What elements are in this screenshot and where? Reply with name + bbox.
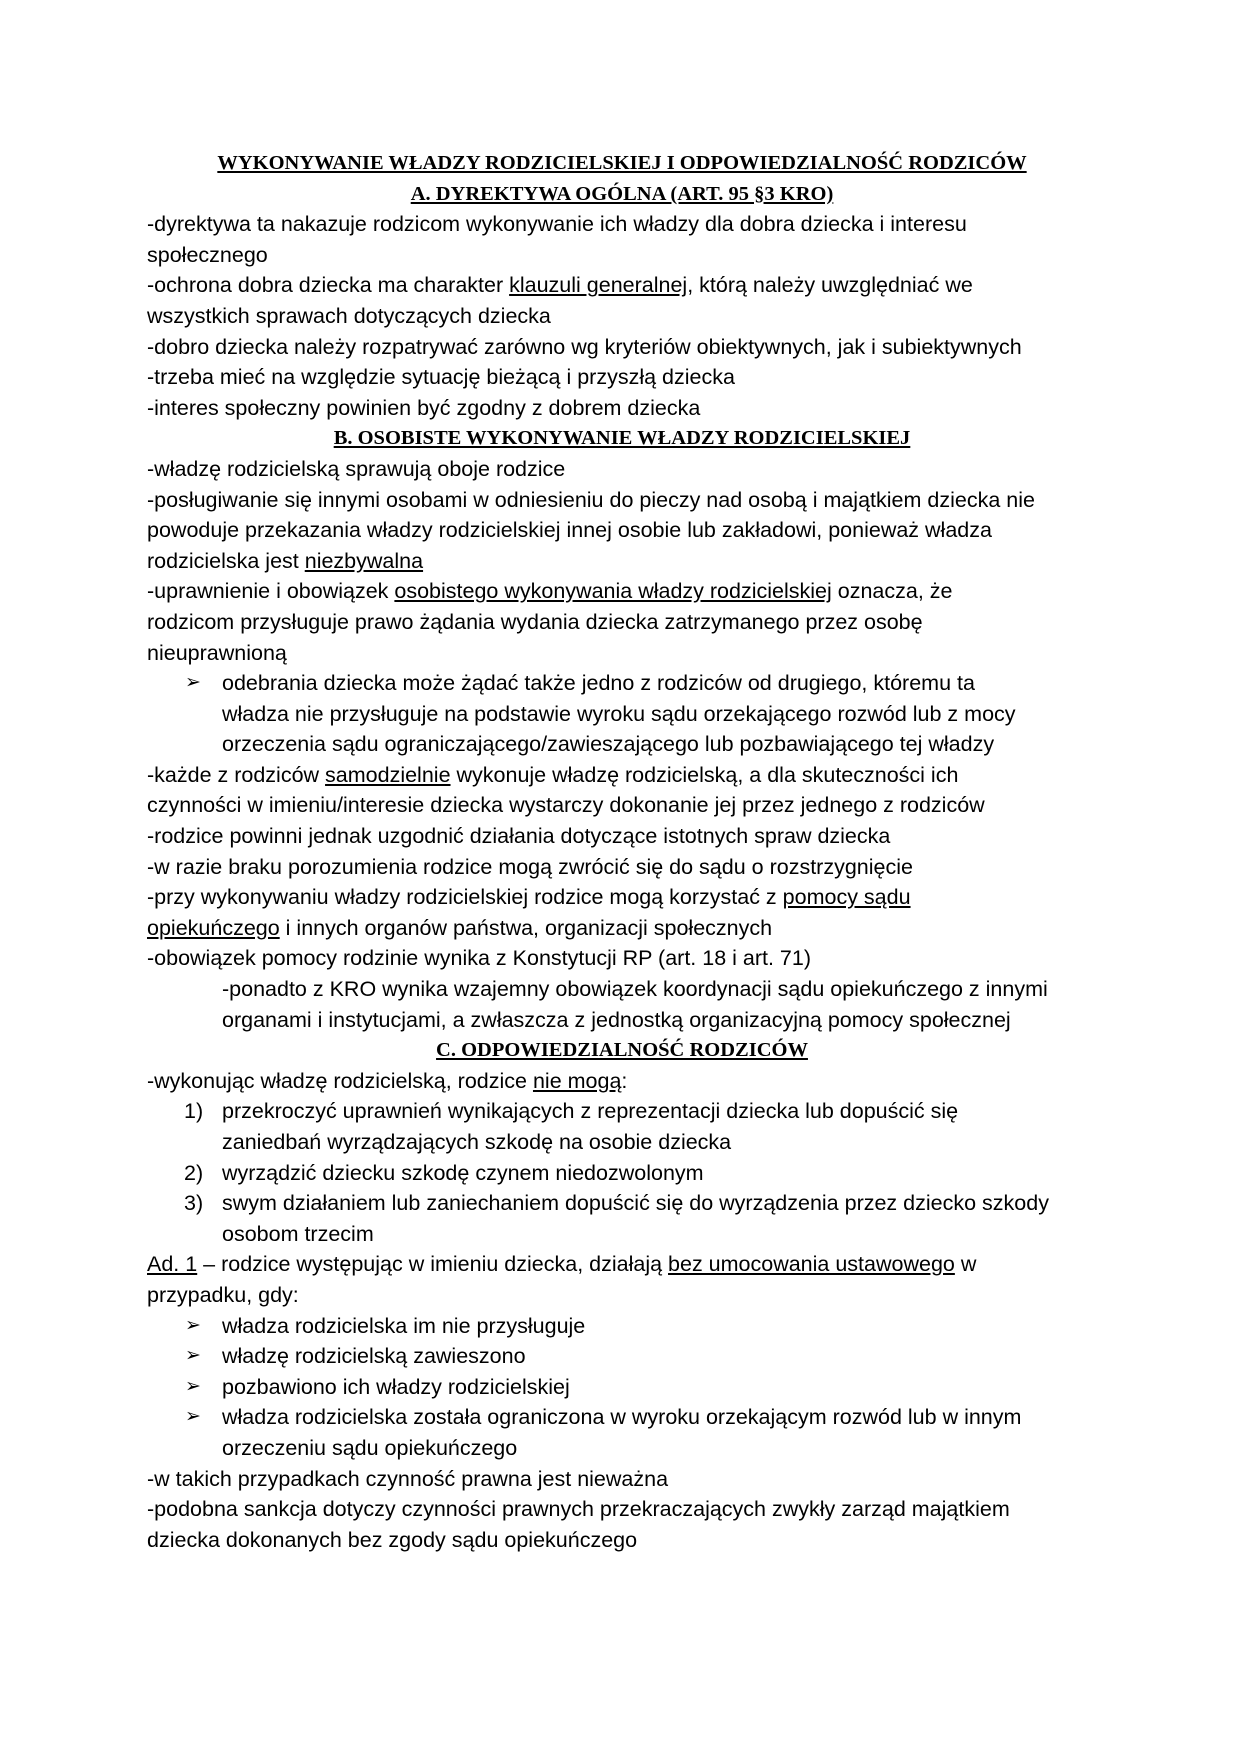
paragraph-line: -dobro dziecka należy rozpatrywać zarówno wg kryteriów obiektywnych, jak i subiektywnych bbox=[147, 334, 1022, 359]
numbered-item-continuation: osobom trzecim bbox=[222, 1221, 374, 1246]
bullet-item: ➢ władza rodzicielska im nie przysługuje bbox=[147, 1311, 1097, 1342]
bullet-item-continuation: orzeczeniu sądu opiekuńczego bbox=[222, 1435, 518, 1460]
bullet-item: ➢ władzę rodzicielską zawieszono bbox=[147, 1341, 1097, 1372]
numbered-item: 1) przekroczyć uprawnień wynikających z reprezentacji dziecka lub dopuścić się bbox=[147, 1096, 1097, 1127]
numbered-item: 2) wyrządzić dziecku szkodę czynem niedozwolonym bbox=[147, 1158, 1097, 1189]
bullet-item: ➢ pozbawiono ich władzy rodzicielskiej bbox=[147, 1372, 1097, 1403]
numbered-item: 3) swym działaniem lub zaniechaniem dopuścić się do wyrządzenia przez dziecko szkody bbox=[147, 1188, 1097, 1219]
paragraph-line: -władzę rodzicielską sprawują oboje rodzice bbox=[147, 456, 566, 481]
underlined-term: opiekuńczego bbox=[147, 915, 280, 940]
paragraph-line: -interes społeczny powinien być zgodny z dobrem dziecka bbox=[147, 395, 701, 420]
paragraph-line: czynności w imieniu/interesie dziecka wystarczy dokonanie jej przez jednego z rodziców bbox=[147, 793, 985, 818]
indented-line: -ponadto z KRO wynika wzajemny obowiązek koordynacji sądu opiekuńczego z innymi bbox=[222, 977, 1048, 1002]
item-number: 2) bbox=[184, 1160, 204, 1185]
paragraph-line: -ochrona dobra dziecka ma charakter klauzuli generalnej, którą należy uwzględniać we bbox=[147, 273, 973, 298]
underlined-term: klauzuli generalnej bbox=[509, 273, 688, 298]
underlined-term: samodzielnie bbox=[325, 762, 451, 787]
underlined-term: bez umocowania ustawowego bbox=[668, 1252, 955, 1277]
bullet-item: ➢ władza rodzicielska została ograniczona w wyroku orzekającym rozwód lub w innym bbox=[147, 1402, 1097, 1433]
paragraph-line: nieuprawnioną bbox=[147, 640, 287, 665]
item-number: 3) bbox=[184, 1191, 204, 1216]
paragraph-line: wszystkich sprawach dotyczących dziecka bbox=[147, 303, 551, 328]
arrow-bullet-icon: ➢ bbox=[185, 672, 201, 694]
paragraph-line: -uprawnienie i obowiązek osobistego wykonywania władzy rodzicielskiej oznacza, że bbox=[147, 579, 953, 604]
paragraph-line: -w takich przypadkach czynność prawna jest nieważna bbox=[147, 1466, 669, 1491]
paragraph-line: -rodzice powinni jednak uzgodnić działania dotyczące istotnych spraw dziecka bbox=[147, 824, 891, 849]
bullet-item-continuation: orzeczenia sądu ograniczającego/zawieszającego lub pozbawiającego tej władzy bbox=[222, 732, 995, 757]
underlined-term: osobistego wykonywania władzy rodzicielskiej bbox=[394, 579, 832, 604]
paragraph-line: -w razie braku porozumienia rodzice mogą zwrócić się do sądu o rozstrzygnięcie bbox=[147, 854, 913, 879]
numbered-item-continuation: zaniedbań wyrządzających szkodę na osobie dziecka bbox=[222, 1130, 732, 1154]
item-number: 1) bbox=[184, 1099, 204, 1124]
underlined-term: niezbywalna bbox=[304, 548, 424, 573]
document-page bbox=[147, 148, 1097, 1555]
indented-line: organami i instytucjami, a zwłaszcza z jednostką organizacyjną pomocy społecznej bbox=[222, 1007, 1011, 1032]
document-title: WYKONYWANIE WŁADZY RODZICIELSKIEJ I ODPOWIEDZIALNOŚĆ RODZICÓW bbox=[217, 152, 1027, 174]
paragraph-line: -wykonując władzę rodzicielską, rodzice nie mogą: bbox=[147, 1068, 628, 1093]
bullet-item: ➢ odebrania dziecka może żądać także jedno z rodziców od drugiego, któremu ta bbox=[147, 668, 1097, 699]
paragraph-line: Ad. 1 – rodzice występując w imieniu dziecka, działają bez umocowania ustawowego w bbox=[147, 1252, 977, 1277]
paragraph-line: -przy wykonywaniu władzy rodzicielskiej rodzice mogą korzystać z pomocy sądu bbox=[147, 885, 911, 910]
paragraph-line: powoduje przekazania władzy rodzicielskiej innej osobie lub zakładowi, ponieważ władza bbox=[147, 518, 992, 543]
underlined-term: nie mogą bbox=[532, 1068, 622, 1093]
section-c-heading: C. ODPOWIEDZIALNOŚĆ RODZICÓW bbox=[436, 1039, 808, 1062]
paragraph-line: społecznego bbox=[147, 242, 268, 267]
arrow-bullet-icon: ➢ bbox=[185, 1345, 201, 1367]
arrow-bullet-icon: ➢ bbox=[185, 1314, 201, 1336]
paragraph-line: -dyrektywa ta nakazuje rodzicom wykonywanie ich władzy dla dobra dziecka i interesu bbox=[147, 212, 967, 237]
paragraph-line: opiekuńczego i innych organów państwa, organizacji społecznych bbox=[147, 915, 773, 940]
paragraph-line: -każde z rodziców samodzielnie wykonuje władzę rodzicielską, a dla skuteczności ich bbox=[147, 762, 959, 787]
arrow-bullet-icon: ➢ bbox=[185, 1406, 201, 1428]
paragraph-line: rodzicom przysługuje prawo żądania wydania dziecka zatrzymanego przez osobę bbox=[147, 609, 923, 634]
underlined-term: Ad. 1 bbox=[147, 1252, 198, 1277]
paragraph-line: -trzeba mieć na względzie sytuację bieżącą i przyszłą dziecka bbox=[147, 365, 735, 390]
paragraph-line: dziecka dokonanych bez zgody sądu opiekuńczego bbox=[147, 1527, 638, 1552]
paragraph-line: -posługiwanie się innymi osobami w odniesieniu do pieczy nad osobą i majątkiem dziecka nie bbox=[147, 487, 1035, 512]
arrow-bullet-icon: ➢ bbox=[185, 1375, 201, 1397]
paragraph-line: rodzicielska jest niezbywalna bbox=[147, 548, 424, 573]
bullet-item-continuation: władza nie przysługuje na podstawie wyroku sądu orzekającego rozwód lub z mocy bbox=[222, 701, 1016, 726]
section-b-heading: B. OSOBISTE WYKONYWANIE WŁADZY RODZICIELSKIEJ bbox=[333, 427, 911, 450]
paragraph-line: -obowiązek pomocy rodzinie wynika z Konstytucji RP (art. 18 i art. 71) bbox=[147, 946, 811, 971]
paragraph-line: -podobna sankcja dotyczy czynności prawnych przekraczających zwykły zarząd majątkiem bbox=[147, 1497, 1010, 1522]
underlined-term: pomocy sądu bbox=[782, 885, 911, 910]
section-a-heading: A. DYREKTYWA OGÓLNA (ART. 95 §3 KRO) bbox=[410, 182, 834, 205]
paragraph-line: przypadku, gdy: bbox=[147, 1282, 299, 1307]
